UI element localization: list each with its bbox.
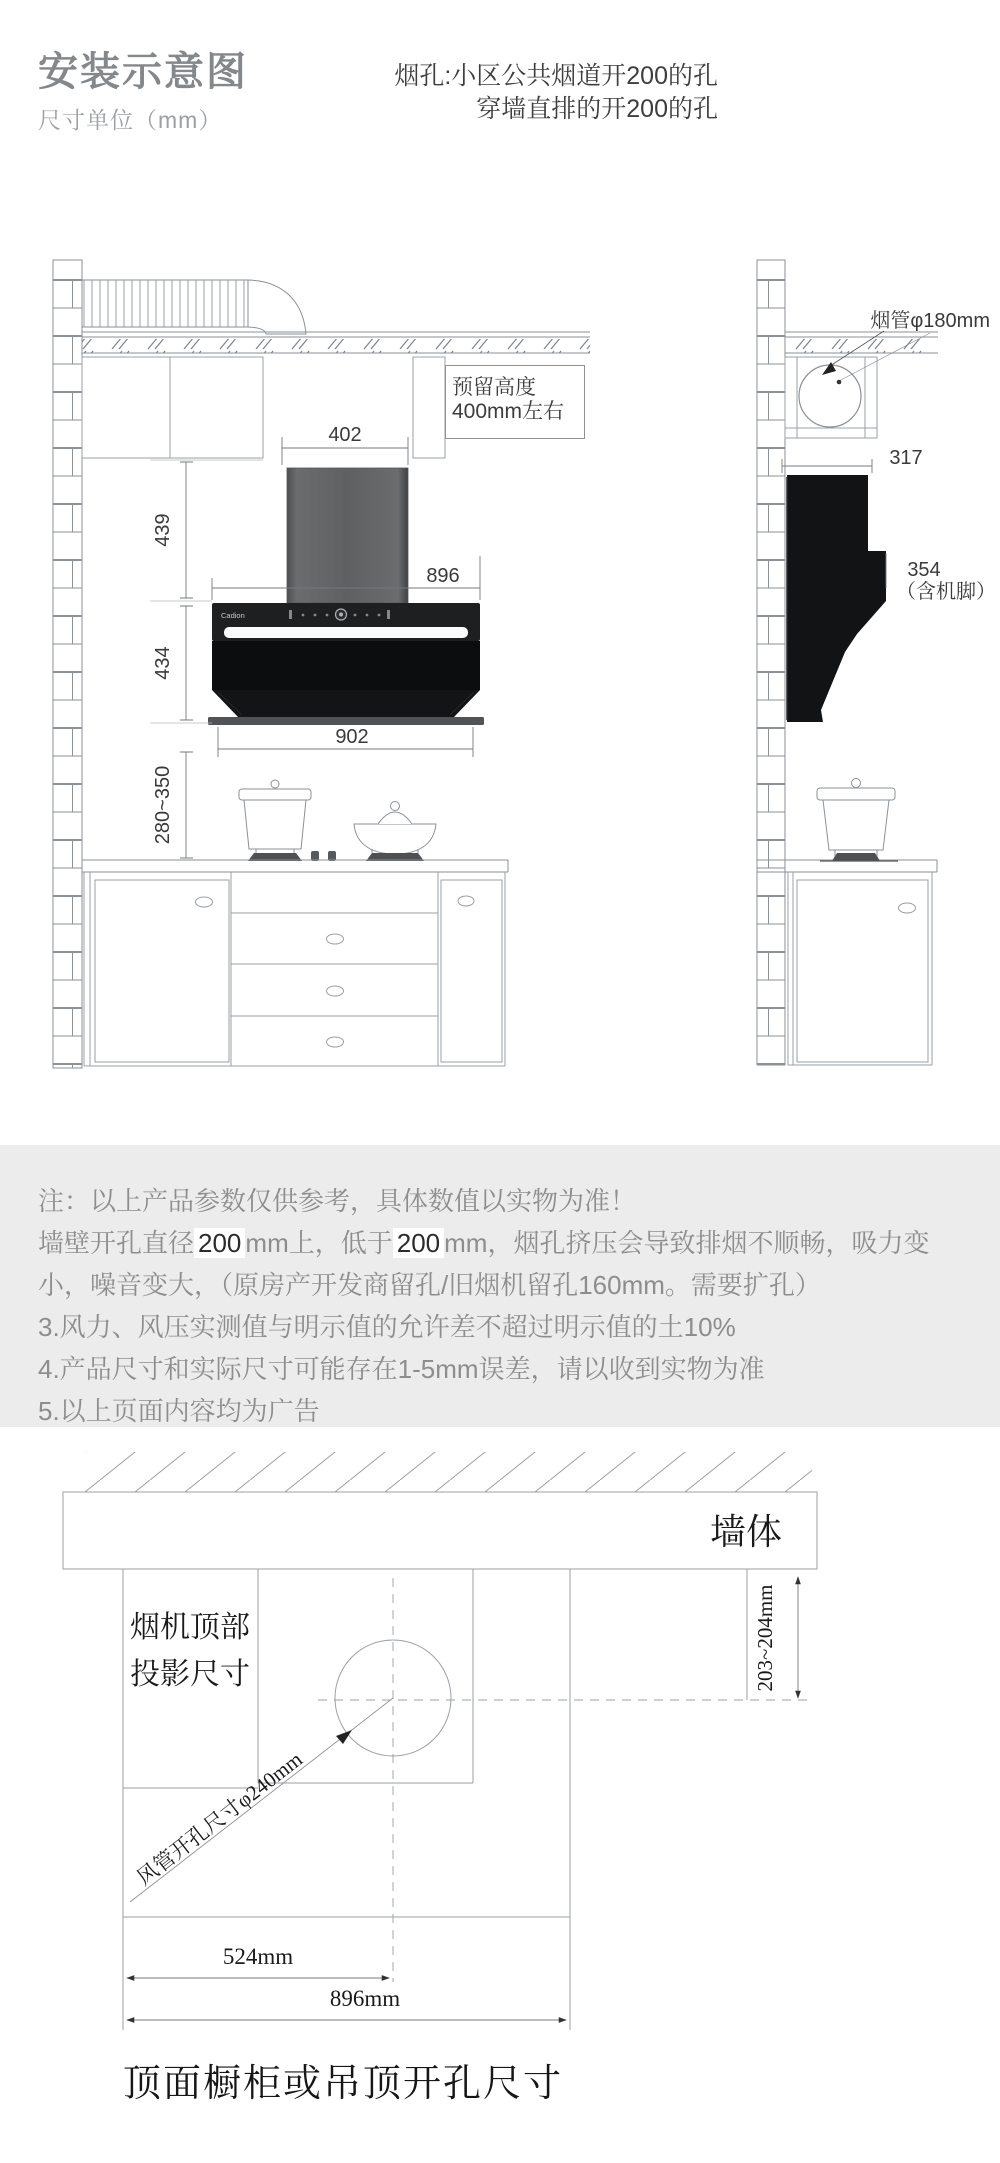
range-hood-side bbox=[787, 475, 886, 722]
hood-chimney bbox=[287, 468, 408, 603]
drawer-handle bbox=[327, 986, 344, 996]
upper-cabinet-left bbox=[82, 357, 263, 458]
range-hood-front bbox=[208, 603, 484, 725]
note-line-4: 3.风力、风压实测值与明示值的允许差不超过明示值的土10% bbox=[38, 1312, 736, 1342]
cabinet-door-left bbox=[95, 880, 229, 1062]
area-label-line2: 投影尺寸 bbox=[130, 1658, 250, 1691]
centerlines bbox=[318, 1578, 810, 1982]
side-view bbox=[757, 260, 996, 1065]
base-cabinet-front bbox=[84, 872, 505, 1066]
highlight-200: 200 bbox=[393, 1228, 444, 1258]
wall-band bbox=[63, 1492, 817, 1569]
dim-hood-body-width: 902 bbox=[335, 726, 369, 748]
unit-note: 尺寸单位（mm） bbox=[38, 107, 223, 133]
cooktop-front bbox=[239, 780, 436, 861]
wall-hatch bbox=[85, 1452, 812, 1492]
flue-hole-note bbox=[394, 60, 718, 126]
door-handle bbox=[899, 903, 916, 913]
wall-label: 墙体 bbox=[709, 1512, 783, 1552]
reserved-height-box bbox=[445, 365, 585, 439]
dim-total-width: 896mm bbox=[329, 1986, 401, 2011]
ceiling-hatch bbox=[82, 339, 590, 353]
dim-install-height: 280~350 bbox=[152, 765, 174, 845]
left-brick-wall bbox=[53, 260, 82, 1068]
dim-top-depth: 317 bbox=[889, 447, 923, 469]
duct-hole-label: 风管开孔尺寸φ240mm bbox=[132, 1746, 307, 1890]
hood-logo: Cadion bbox=[221, 611, 245, 620]
note-line-3: 小，噪音变大，（原房产开发商留孔/旧烟机留孔160mm。需要扩孔） bbox=[38, 1270, 821, 1300]
dim-wall-distance: 203~204mm bbox=[753, 1584, 777, 1692]
corrugated-duct bbox=[82, 280, 248, 327]
flue-note-line2: 穿墙直排的开200的孔 bbox=[476, 95, 718, 123]
pot-side bbox=[817, 779, 898, 862]
dim-total-depth: 354 bbox=[907, 559, 941, 581]
dim-hood-height: 434 bbox=[152, 646, 174, 680]
page-title: 安装示意图 bbox=[38, 50, 248, 94]
dim-chimney-width: 402 bbox=[328, 424, 362, 446]
drawer-handle bbox=[327, 1037, 344, 1047]
dim-cabinet-height: 439 bbox=[152, 513, 174, 547]
drawer-handle bbox=[327, 934, 344, 944]
duct-elbow bbox=[248, 280, 306, 334]
note-line-1: 注：以上产品参数仅供参考，具体数值以实物为准！ bbox=[38, 1186, 637, 1216]
top-projection-diagram bbox=[63, 1452, 817, 2030]
note-line-6: 5.以上页面内容均为广告 bbox=[38, 1396, 320, 1426]
flue-note-line1: 烟孔:小区公共烟道开200的孔 bbox=[394, 62, 718, 90]
upper-cabinet-partition bbox=[413, 357, 445, 458]
right-brick-wall bbox=[757, 260, 785, 1065]
dim-total-depth-note: （含机脚） bbox=[896, 581, 996, 603]
cabinet-door-right bbox=[441, 880, 502, 1062]
reserved-height-line1: 预留高度 bbox=[452, 376, 536, 399]
duct-diameter-label: 烟管φ180mm bbox=[870, 310, 990, 332]
note-line-2: 墙壁开孔直径 200 mm上，低于 200 mm，烟孔挤压会导致排烟不顺畅，吸力变 bbox=[38, 1228, 930, 1258]
area-label-line1: 烟机顶部 bbox=[130, 1611, 250, 1644]
dim-hood-top-width: 896 bbox=[426, 565, 460, 587]
dim-hole-center: 524mm bbox=[222, 1944, 294, 1969]
wok bbox=[354, 824, 436, 854]
note-line-5: 4.产品尺寸和实际尺寸可能存在1-5mm误差，请以收到实物为准 bbox=[38, 1354, 765, 1384]
countertop-front bbox=[82, 860, 508, 872]
highlight-200: 200 bbox=[194, 1228, 245, 1258]
door-handle bbox=[196, 897, 213, 907]
bottom-caption: 顶面橱柜或吊顶开孔尺寸 bbox=[122, 2063, 563, 2105]
cabinet-door-side bbox=[797, 880, 928, 1062]
reserved-height-line2: 400mm左右 bbox=[452, 400, 565, 423]
door-handle bbox=[458, 896, 474, 906]
base-cabinet-side bbox=[788, 872, 932, 1065]
